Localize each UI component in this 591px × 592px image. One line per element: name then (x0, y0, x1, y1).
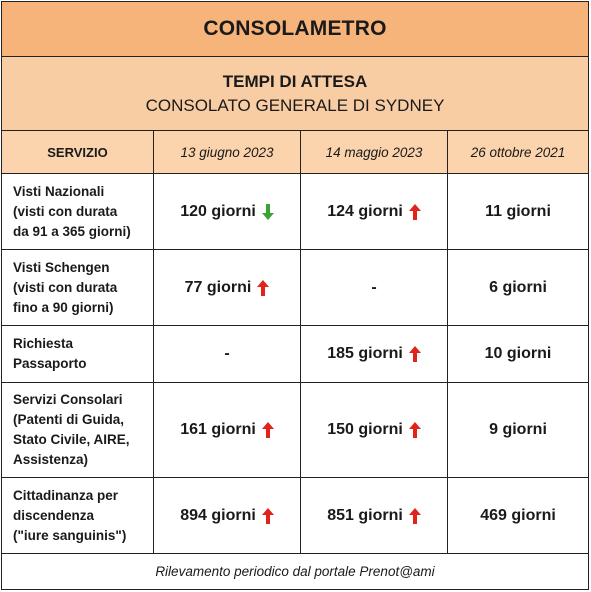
wait-time: 851 giorni (327, 506, 403, 524)
wait-time: 150 giorni (327, 421, 403, 438)
wait-time: 161 giorni (180, 421, 256, 438)
value-cell (154, 478, 301, 553)
value-cell (301, 174, 448, 249)
value-cell (448, 478, 588, 553)
value-cell (448, 383, 588, 477)
arrow-up-icon (257, 280, 269, 296)
arrow-up-icon (409, 204, 421, 220)
column-header-row (2, 131, 588, 174)
wait-time: 6 giorni (489, 278, 547, 296)
arrow-up-icon (409, 346, 421, 362)
wait-time: - (371, 278, 377, 296)
service-name: Servizi Consolari (Patenti di Guida, Stato Civile, AIRE, Assistenza) (2, 383, 154, 477)
wait-time: 124 giorni (327, 202, 403, 220)
table-title: CONSOLAMETRO (2, 2, 588, 57)
arrow-up-icon (409, 508, 421, 524)
value-cell (154, 383, 301, 477)
value-cell (301, 326, 448, 382)
wait-time: 120 giorni (180, 202, 256, 220)
value-cell (448, 174, 588, 249)
subtitle-line-1: TEMPI DI ATTESA (222, 71, 368, 91)
wait-time: 469 giorni (480, 506, 556, 524)
wait-time: 77 giorni (184, 278, 252, 296)
value-cell (301, 478, 448, 553)
header-date-3: 26 ottobre 2021 (470, 144, 566, 160)
table-row (2, 478, 588, 554)
arrow-up-icon (262, 508, 274, 524)
table-row (2, 383, 588, 478)
header-date-2: 14 maggio 2023 (301, 131, 448, 173)
consolametro-table (1, 1, 589, 590)
table-row (2, 174, 588, 250)
value-cell (154, 174, 301, 249)
arrow-up-icon (409, 422, 421, 438)
table-footer: Rilevamento periodico dal portale Prenot@ami (155, 564, 435, 579)
wait-time: - (224, 345, 230, 362)
service-name: Visti Nazionali (visti con durata da 91 a 365 giorni) (2, 174, 154, 249)
arrow-up-icon (262, 422, 274, 438)
subtitle-line-2: CONSOLATO GENERALE DI SYDNEY (145, 95, 445, 115)
table-row (2, 250, 588, 326)
arrow-down-icon (262, 204, 274, 220)
wait-time: 11 giorni (485, 202, 551, 220)
table-subtitle (2, 57, 588, 131)
table-row (2, 326, 588, 383)
value-cell (154, 326, 301, 382)
value-cell (301, 250, 448, 325)
service-name: Visti Schengen (visti con durata fino a 90 giorni) (2, 250, 154, 325)
header-date-1: 13 giugno 2023 (154, 131, 301, 173)
value-cell (154, 250, 301, 325)
value-cell (448, 326, 588, 382)
service-name: Richiesta Passaporto (2, 326, 154, 382)
wait-time: 894 giorni (180, 506, 256, 524)
value-cell (301, 383, 448, 477)
header-service: SERVIZIO (2, 131, 154, 173)
service-name: Cittadinanza per discendenza ("iure sanguinis") (2, 478, 154, 553)
value-cell (448, 250, 588, 325)
wait-time: 185 giorni (327, 345, 403, 362)
wait-time: 9 giorni (489, 421, 547, 438)
wait-time: 10 giorni (484, 345, 552, 362)
